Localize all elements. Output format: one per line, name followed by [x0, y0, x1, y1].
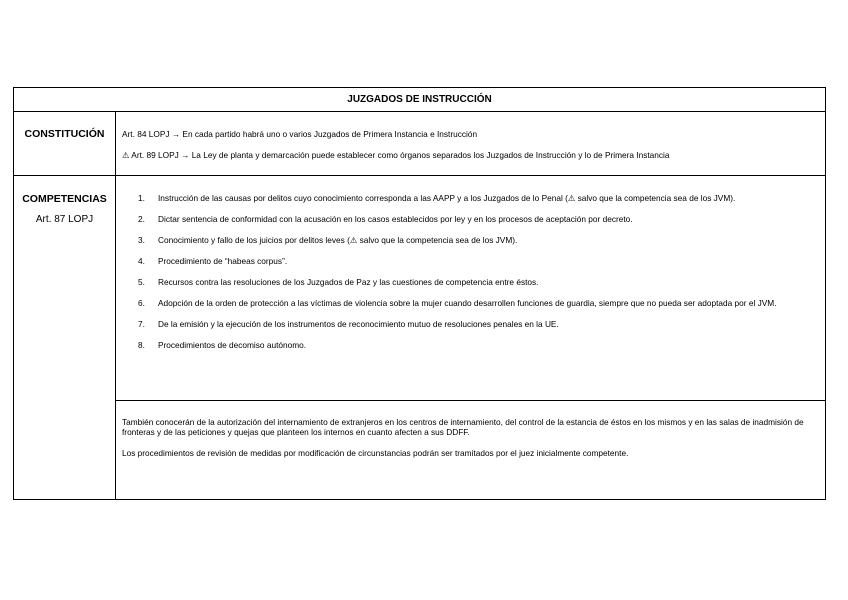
competencias-article: Art. 87 LOPJ: [35, 214, 94, 225]
list-item: [138, 298, 819, 308]
note-paragraph: También conocerán de la autorización del internamiento de extranjeros en los centros de internamiento, del control de la estancia de éstos en los mismos y en las salas de inadmisión de fronteras y de las peticiones y quejas que planteen los internos en cuanto afecten a sus DDFF.: [122, 417, 804, 437]
juzgados-table: [13, 87, 826, 500]
list-item-text: Procedimiento de “habeas corpus”.: [158, 256, 288, 266]
list-item-number: 1.: [138, 193, 145, 203]
list-item-number: 3.: [138, 235, 145, 245]
competencias-list-area: [116, 176, 825, 401]
list-item-text: Instrucción de las causas por delitos cuyo conocimiento corresponda a las AAPP y a los Juzgados de lo Penal (⚠ salvo que la competencia sea de los JVM).: [158, 193, 736, 203]
list-item-text: Adopción de la orden de protección a las víctimas de violencia sobre la mujer cuando desarrollen funciones de guardia, siempre que no pueda ser adoptada por el JVM.: [158, 298, 777, 308]
list-item-text: De la emisión y la ejecución de los instrumentos de reconocimiento mutuo de resoluciones penales en la UE.: [158, 319, 559, 329]
constitucion-label-cell: [14, 112, 116, 175]
competencias-list: [138, 193, 819, 361]
table-title: JUZGADOS DE INSTRUCCIÓN: [14, 88, 825, 112]
constitucion-row: [14, 112, 825, 176]
list-item: [138, 256, 819, 266]
constitucion-label: CONSTITUCIÓN: [24, 128, 105, 140]
list-item: [138, 214, 819, 224]
list-item-number: 8.: [138, 340, 145, 350]
constitucion-content: [116, 112, 825, 175]
list-item-text: Conocimiento y fallo de los juicios por delitos leves (⚠ salvo que la competencia sea de los JVM).: [158, 235, 518, 245]
competencias-notes: [122, 417, 819, 469]
constitucion-line-2: ⚠ Art. 89 LOPJ → La Ley de planta y demarcación puede establecer como órganos separados los Juzgados de Instrucción y lo de Primera Instancia: [122, 150, 670, 160]
competencias-label-cell: [14, 176, 116, 499]
note-paragraph: Los procedimientos de revisión de medidas por modificación de circunstancias podrán ser tramitados por el juez inicialmente competente.: [122, 448, 629, 458]
list-item: [138, 277, 819, 287]
list-item-number: 4.: [138, 256, 145, 266]
competencias-row: [14, 176, 825, 499]
list-item-text: Recursos contra las resoluciones de los Juzgados de Paz y las cuestiones de competencia entre éstos.: [158, 277, 539, 287]
list-item: [138, 235, 819, 245]
constitucion-line-1: Art. 84 LOPJ → En cada partido habrá uno o varios Juzgados de Primera Instancia e Instrucción: [122, 129, 478, 139]
list-item-number: 5.: [138, 277, 145, 287]
list-item-number: 6.: [138, 298, 145, 308]
list-item-text: Procedimientos de decomiso autónomo.: [158, 340, 307, 350]
list-item: [138, 319, 819, 329]
list-item: [138, 340, 819, 350]
competencias-content: [116, 176, 825, 499]
competencias-label: COMPETENCIAS: [22, 193, 107, 205]
list-item-number: 7.: [138, 319, 145, 329]
list-item-text: Dictar sentencia de conformidad con la acusación en los casos establecidos por ley y en los procesos de aceptación por decreto.: [158, 214, 633, 224]
list-item: [138, 193, 819, 203]
list-item-number: 2.: [138, 214, 145, 224]
